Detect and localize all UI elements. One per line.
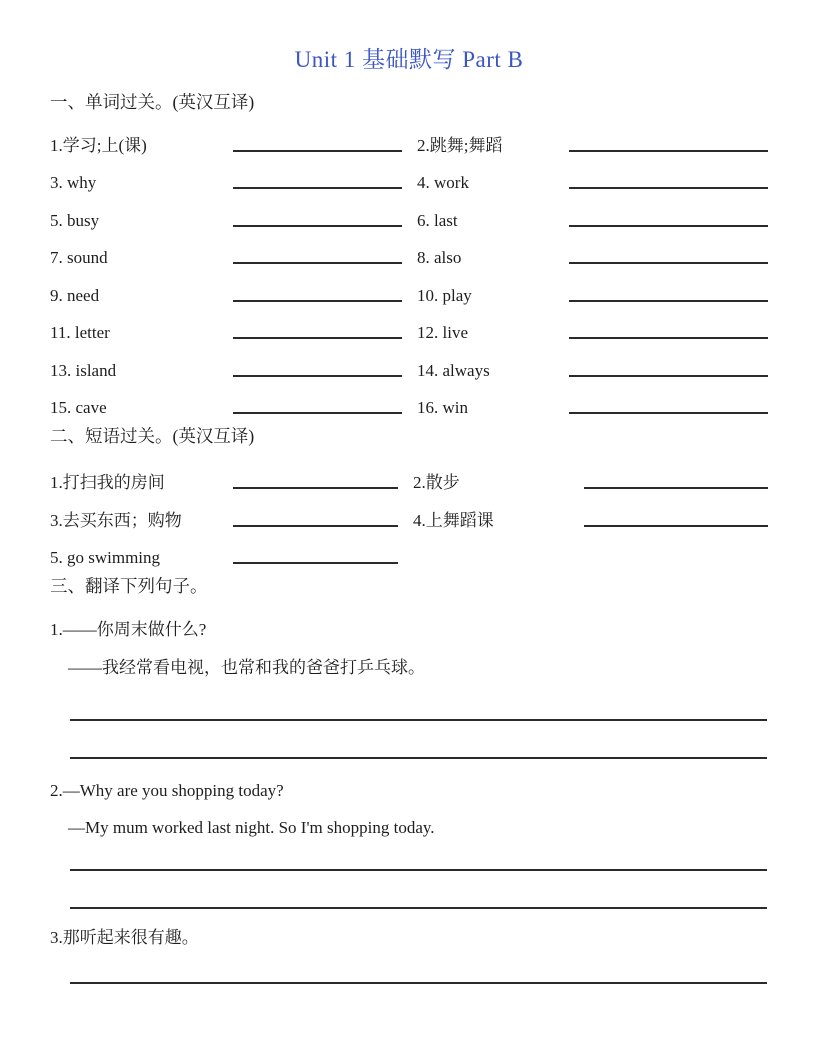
word-row — [50, 118, 768, 156]
answer-blank — [233, 187, 402, 189]
word-item-label: 2.跳舞;舞蹈 — [417, 135, 503, 155]
answer-blank — [569, 375, 768, 377]
word-item-label: 4. work — [417, 173, 469, 192]
word-item-label: 1.学习;上(课) — [50, 135, 147, 155]
word-item-label: 8. also — [417, 248, 462, 267]
answer-blank — [569, 225, 768, 227]
answer-blank — [569, 262, 768, 264]
word-row — [50, 306, 768, 344]
word-row — [50, 156, 768, 194]
answer-blank — [569, 412, 768, 414]
worksheet-content — [50, 42, 768, 984]
section-one-heading: 一、单词过关。(英汉互译) — [50, 92, 255, 112]
answer-line — [70, 982, 767, 984]
answer-blank — [233, 412, 402, 414]
word-row — [50, 231, 768, 269]
answer-blank — [233, 487, 398, 489]
answer-blank — [233, 562, 398, 564]
phrase-item-label: 4.上舞蹈课 — [413, 510, 494, 530]
answer-blank — [233, 225, 402, 227]
answer-blank — [233, 300, 402, 302]
answer-blank — [569, 337, 768, 339]
answer-blank — [569, 187, 768, 189]
answer-blank — [569, 300, 768, 302]
answer-blank — [584, 487, 768, 489]
word-row — [50, 193, 768, 231]
page-title: Unit 1 基础默写 Part B — [294, 47, 524, 72]
word-row — [50, 343, 768, 381]
phrase-item-label: 5. go swimming — [50, 548, 161, 567]
phrase-item-label: 3.去买东西；购物 — [50, 510, 182, 530]
answer-line — [70, 719, 767, 721]
sentence-q1-question: 1.——你周末做什么? — [50, 619, 207, 639]
answer-blank — [233, 375, 402, 377]
word-row — [50, 268, 768, 306]
phrase-row — [50, 493, 768, 531]
section-three-heading: 三、翻译下列句子。 — [50, 576, 208, 596]
answer-blank — [569, 150, 768, 152]
word-item-label: 15. cave — [50, 398, 107, 417]
word-item-label: 14. always — [417, 360, 490, 380]
word-item-label: 12. live — [417, 323, 468, 342]
answer-blank — [233, 525, 398, 527]
word-item-label: 5. busy — [50, 210, 100, 230]
word-item-label: 10. play — [417, 285, 472, 305]
sentence-q2-answer: —My mum worked last night. So I'm shopping today. — [68, 817, 435, 837]
phrase-row — [50, 456, 768, 494]
section-two-heading: 二、短语过关。(英汉互译) — [50, 426, 255, 446]
answer-line — [70, 907, 767, 909]
word-item-label: 9. need — [50, 285, 100, 305]
answer-blank — [233, 150, 402, 152]
answer-blank — [584, 525, 768, 527]
answer-blank — [233, 337, 402, 339]
answer-blank — [233, 262, 402, 264]
phrase-item-label: 2.散步 — [413, 473, 460, 492]
answer-line — [70, 869, 767, 871]
sentence-q3: 3.那听起来很有趣。 — [50, 927, 199, 947]
word-item-label: 7. sound — [50, 248, 108, 267]
word-item-label: 16. win — [417, 398, 468, 417]
sentence-q1-answer: ——我经常看电视，也常和我的爸爸打乒乓球。 — [68, 657, 425, 677]
word-item-label: 11. letter — [50, 323, 110, 342]
word-item-label: 3. why — [50, 173, 97, 192]
word-row — [50, 381, 768, 419]
phrase-row — [50, 531, 768, 569]
word-item-label: 6. last — [417, 210, 458, 230]
answer-line — [70, 757, 767, 759]
sentence-q2-question: 2.—Why are you shopping today? — [50, 780, 284, 800]
phrase-item-label: 1.打扫我的房间 — [50, 473, 165, 492]
word-item-label: 13. island — [50, 360, 117, 380]
